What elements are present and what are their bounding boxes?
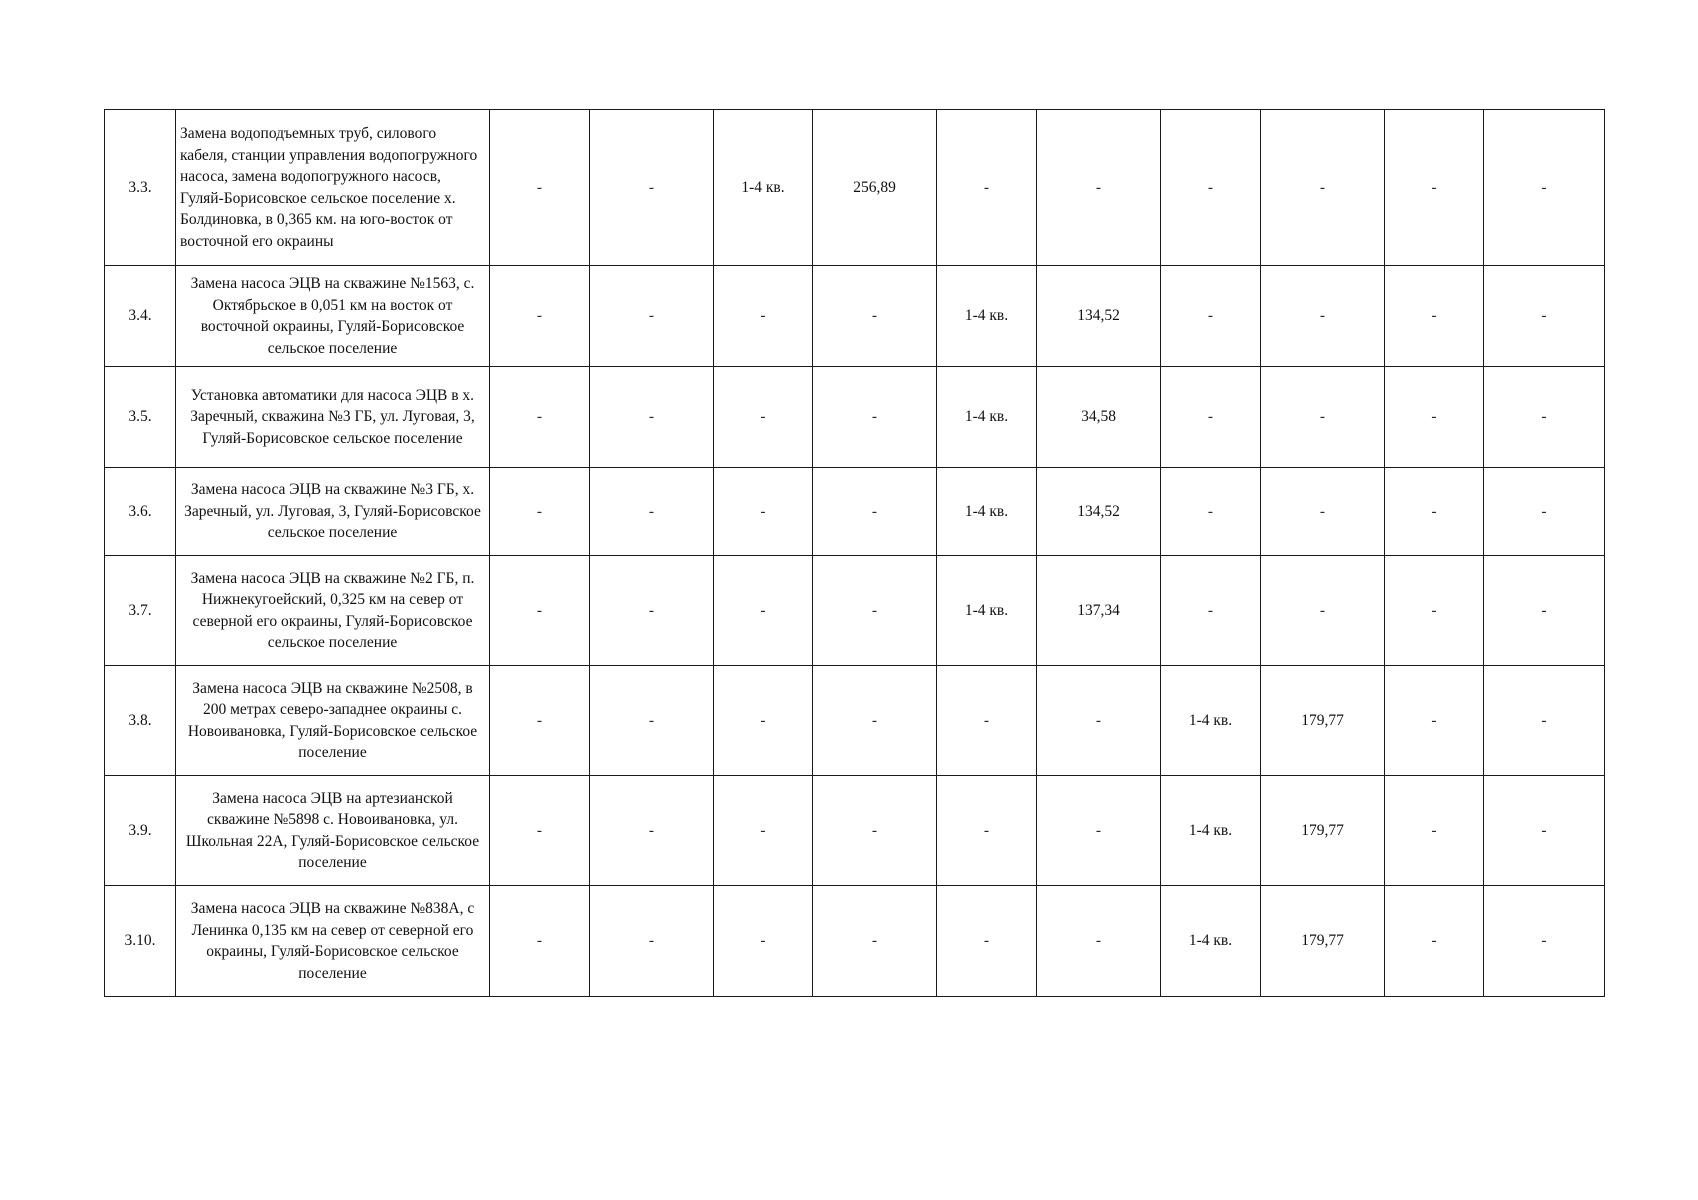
amount-col-4-cell: - bbox=[813, 266, 937, 367]
amount-col-6-cell: - bbox=[1037, 666, 1161, 776]
amount-col-6-cell: 134,52 bbox=[1037, 266, 1161, 367]
row-number-cell: 3.7. bbox=[105, 556, 176, 666]
plan-col-1-cell: - bbox=[490, 886, 590, 997]
plan-col-2-cell: - bbox=[590, 468, 714, 556]
amount-col-4-cell: - bbox=[813, 468, 937, 556]
amount-col-6-cell: - bbox=[1037, 776, 1161, 886]
plan-col-2-cell: - bbox=[590, 367, 714, 468]
period-col-5-cell: - bbox=[937, 666, 1037, 776]
work-description-cell: Замена насоса ЭЦВ на артезианской скважине №5898 с. Новоивановка, ул. Школьная 22А, Гуляй-Борисовское сельское поселение bbox=[176, 776, 490, 886]
plan-col-2-cell: - bbox=[590, 110, 714, 266]
period-col-3-cell: - bbox=[714, 556, 813, 666]
row-number-cell: 3.4. bbox=[105, 266, 176, 367]
plan-col-9-cell: - bbox=[1385, 666, 1484, 776]
amount-col-4-cell: - bbox=[813, 556, 937, 666]
period-col-7-cell: 1-4 кв. bbox=[1161, 666, 1261, 776]
plan-col-10-cell: - bbox=[1484, 776, 1605, 886]
plan-col-1-cell: - bbox=[490, 776, 590, 886]
table-body bbox=[105, 110, 1605, 997]
row-number-cell: 3.9. bbox=[105, 776, 176, 886]
period-col-3-cell: - bbox=[714, 776, 813, 886]
work-description-cell: Установка автоматики для насоса ЭЦВ в х. Заречный, скважина №3 ГБ, ул. Луговая, 3, Гуляй-Борисовское сельское поселение bbox=[176, 367, 490, 468]
plan-col-1-cell: - bbox=[490, 666, 590, 776]
plan-col-10-cell: - bbox=[1484, 886, 1605, 997]
plan-col-10-cell: - bbox=[1484, 468, 1605, 556]
table-row bbox=[105, 556, 1605, 666]
work-description-cell: Замена насоса ЭЦВ на скважине №1563, с. Октябрьское в 0,051 км на восток от восточной окраины, Гуляй-Борисовское сельское поселение bbox=[176, 266, 490, 367]
period-col-5-cell: 1-4 кв. bbox=[937, 556, 1037, 666]
period-col-7-cell: - bbox=[1161, 556, 1261, 666]
table-row bbox=[105, 110, 1605, 266]
amount-col-4-cell: - bbox=[813, 776, 937, 886]
period-col-3-cell: - bbox=[714, 886, 813, 997]
amount-col-6-cell: 134,52 bbox=[1037, 468, 1161, 556]
plan-col-9-cell: - bbox=[1385, 367, 1484, 468]
plan-col-2-cell: - bbox=[590, 776, 714, 886]
table-row bbox=[105, 468, 1605, 556]
plan-col-9-cell: - bbox=[1385, 776, 1484, 886]
row-number-cell: 3.10. bbox=[105, 886, 176, 997]
row-number-cell: 3.8. bbox=[105, 666, 176, 776]
amount-col-8-cell: - bbox=[1261, 367, 1385, 468]
plan-col-1-cell: - bbox=[490, 110, 590, 266]
period-col-3-cell: - bbox=[714, 468, 813, 556]
period-col-5-cell: - bbox=[937, 886, 1037, 997]
plan-col-1-cell: - bbox=[490, 266, 590, 367]
work-description-cell: Замена водоподъемных труб, силового кабеля, станции управления водопогружного насоса, замена водопогружного насосв, Гуляй-Борисовское сельское поселение х. Болдиновка, в 0,365 км. на юго-восток от восточной его окраины bbox=[176, 110, 490, 266]
period-col-5-cell: 1-4 кв. bbox=[937, 266, 1037, 367]
table-row bbox=[105, 776, 1605, 886]
plan-col-10-cell: - bbox=[1484, 556, 1605, 666]
amount-col-4-cell: - bbox=[813, 666, 937, 776]
amount-col-8-cell: 179,77 bbox=[1261, 776, 1385, 886]
row-number-cell: 3.5. bbox=[105, 367, 176, 468]
period-col-7-cell: - bbox=[1161, 266, 1261, 367]
amount-col-8-cell: - bbox=[1261, 110, 1385, 266]
plan-col-9-cell: - bbox=[1385, 266, 1484, 367]
plan-col-10-cell: - bbox=[1484, 110, 1605, 266]
plan-col-9-cell: - bbox=[1385, 886, 1484, 997]
work-description-cell: Замена насоса ЭЦВ на скважине №3 ГБ, х. Заречный, ул. Луговая, 3, Гуляй-Борисовское сельское поселение bbox=[176, 468, 490, 556]
amount-col-4-cell: 256,89 bbox=[813, 110, 937, 266]
period-col-3-cell: - bbox=[714, 266, 813, 367]
plan-col-1-cell: - bbox=[490, 468, 590, 556]
period-col-3-cell: 1-4 кв. bbox=[714, 110, 813, 266]
works-table bbox=[104, 109, 1605, 997]
period-col-3-cell: - bbox=[714, 367, 813, 468]
plan-col-10-cell: - bbox=[1484, 666, 1605, 776]
plan-col-2-cell: - bbox=[590, 886, 714, 997]
amount-col-6-cell: - bbox=[1037, 110, 1161, 266]
table-row bbox=[105, 266, 1605, 367]
row-number-cell: 3.3. bbox=[105, 110, 176, 266]
plan-col-2-cell: - bbox=[590, 266, 714, 367]
table-row bbox=[105, 886, 1605, 997]
period-col-3-cell: - bbox=[714, 666, 813, 776]
amount-col-6-cell: 34,58 bbox=[1037, 367, 1161, 468]
period-col-5-cell: - bbox=[937, 110, 1037, 266]
plan-col-9-cell: - bbox=[1385, 110, 1484, 266]
plan-col-9-cell: - bbox=[1385, 556, 1484, 666]
plan-col-2-cell: - bbox=[590, 666, 714, 776]
period-col-7-cell: - bbox=[1161, 367, 1261, 468]
amount-col-8-cell: 179,77 bbox=[1261, 886, 1385, 997]
period-col-7-cell: - bbox=[1161, 110, 1261, 266]
period-col-7-cell: - bbox=[1161, 468, 1261, 556]
plan-col-1-cell: - bbox=[490, 556, 590, 666]
amount-col-6-cell: 137,34 bbox=[1037, 556, 1161, 666]
amount-col-4-cell: - bbox=[813, 886, 937, 997]
plan-col-10-cell: - bbox=[1484, 266, 1605, 367]
amount-col-4-cell: - bbox=[813, 367, 937, 468]
work-description-cell: Замена насоса ЭЦВ на скважине №2508, в 200 метрах северо-западнее окраины с. Новоивановка, Гуляй-Борисовское сельское поселение bbox=[176, 666, 490, 776]
period-col-5-cell: 1-4 кв. bbox=[937, 367, 1037, 468]
amount-col-8-cell: - bbox=[1261, 468, 1385, 556]
row-number-cell: 3.6. bbox=[105, 468, 176, 556]
work-description-cell: Замена насоса ЭЦВ на скважине №2 ГБ, п. Нижнекугоейский, 0,325 км на север от северной его окраины, Гуляй-Борисовское сельское поселение bbox=[176, 556, 490, 666]
period-col-5-cell: 1-4 кв. bbox=[937, 468, 1037, 556]
period-col-7-cell: 1-4 кв. bbox=[1161, 776, 1261, 886]
period-col-7-cell: 1-4 кв. bbox=[1161, 886, 1261, 997]
period-col-5-cell: - bbox=[937, 776, 1037, 886]
plan-col-10-cell: - bbox=[1484, 367, 1605, 468]
work-description-cell: Замена насоса ЭЦВ на скважине №838А, с Ленинка 0,135 км на север от северной его окраины, Гуляй-Борисовское сельское поселение bbox=[176, 886, 490, 997]
amount-col-6-cell: - bbox=[1037, 886, 1161, 997]
plan-col-2-cell: - bbox=[590, 556, 714, 666]
plan-col-9-cell: - bbox=[1385, 468, 1484, 556]
amount-col-8-cell: 179,77 bbox=[1261, 666, 1385, 776]
plan-col-1-cell: - bbox=[490, 367, 590, 468]
table-row bbox=[105, 666, 1605, 776]
amount-col-8-cell: - bbox=[1261, 556, 1385, 666]
table-row bbox=[105, 367, 1605, 468]
amount-col-8-cell: - bbox=[1261, 266, 1385, 367]
